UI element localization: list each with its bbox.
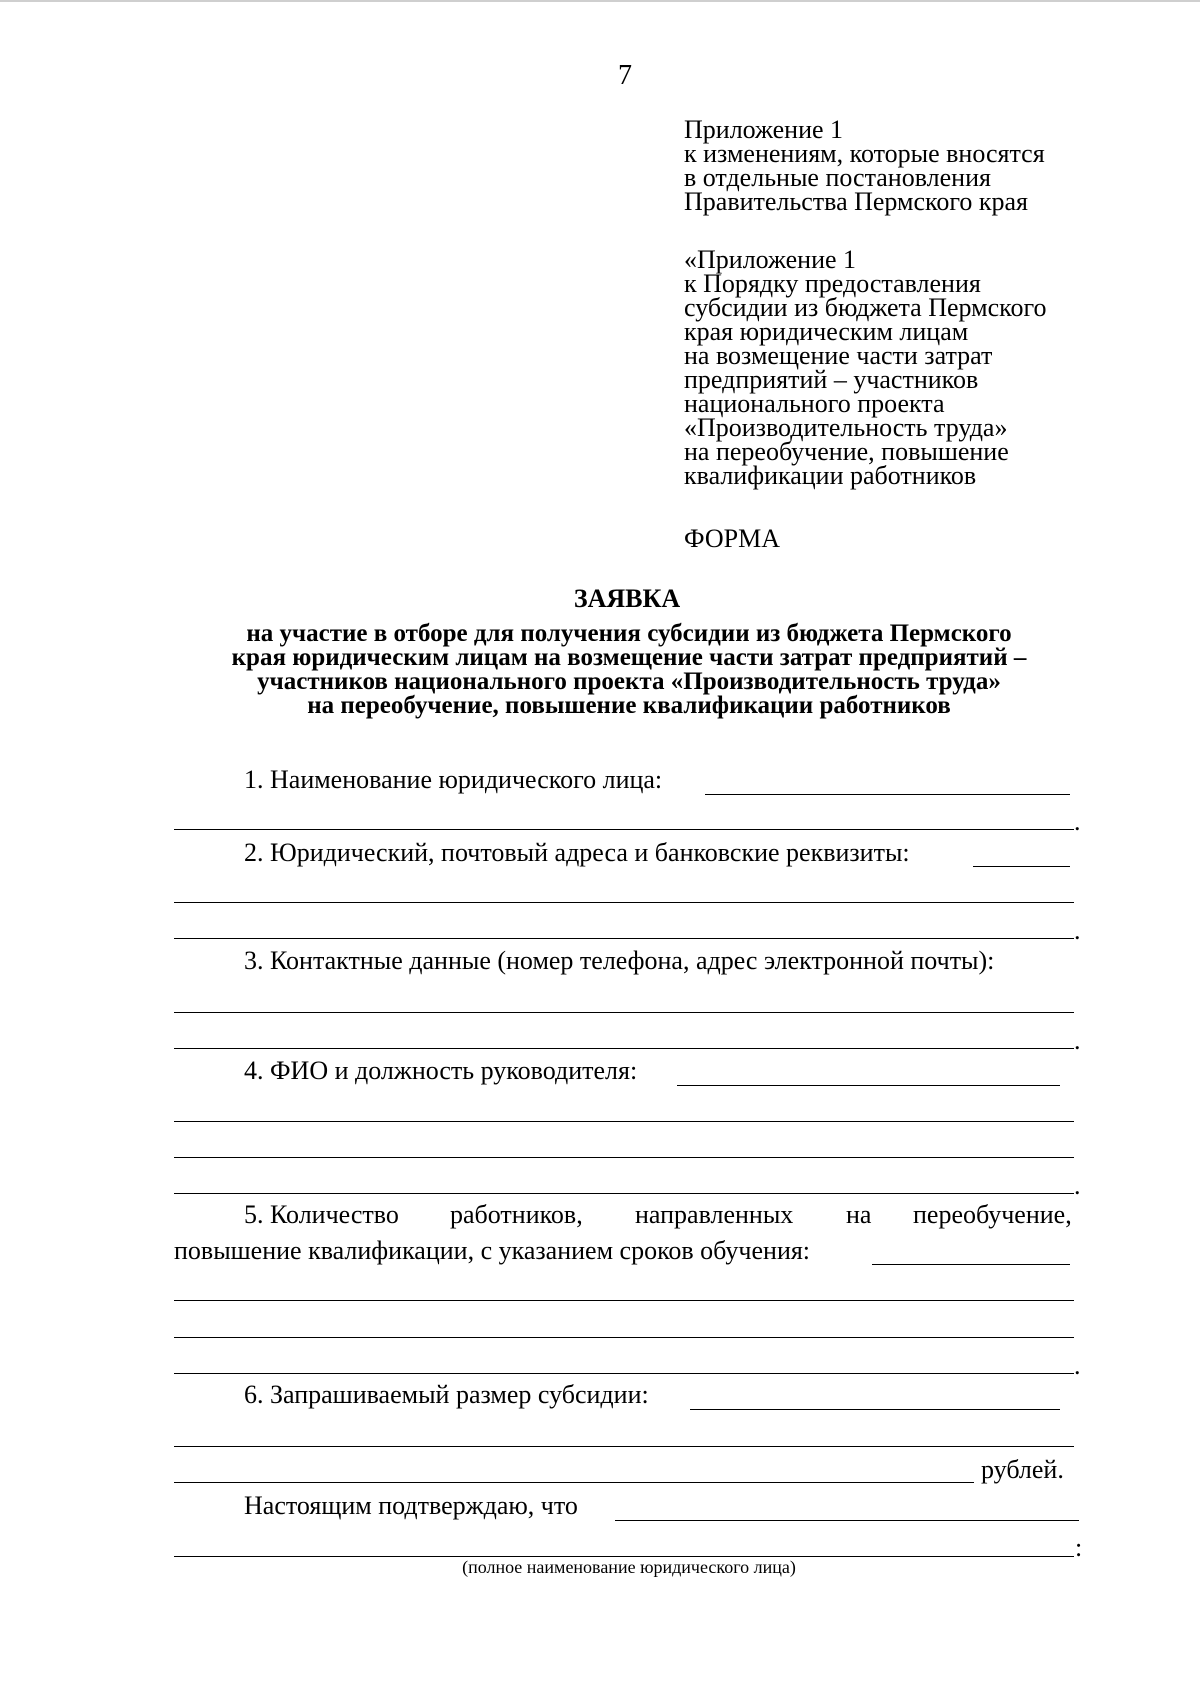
field-4-blank[interactable] [174, 1193, 1074, 1194]
appendix-header-line: в отдельные постановления [684, 163, 991, 192]
confirmation-end-colon: : [1075, 1533, 1083, 1562]
field-5-word: направленных [635, 1200, 794, 1229]
appendix-order [684, 245, 1047, 490]
field-2-blank[interactable] [973, 866, 1070, 867]
field-1-blank[interactable] [174, 829, 1074, 830]
appendix-order-line: на переобучение, повышение [684, 437, 1009, 466]
appendix-order-line: на возмещение части затрат [684, 341, 993, 370]
appendix-order-line: к Порядку предоставления [684, 269, 981, 298]
appendix-order-line: национального проекта [684, 389, 945, 418]
field-5-word: на [846, 1200, 872, 1229]
appendix-order-line: субсидии из бюджета Пермского [684, 293, 1047, 322]
field-6-label: 6. Запрашиваемый размер субсидии: [244, 1380, 649, 1409]
field-5-end-period: . [1074, 1351, 1081, 1380]
field-3-end-period: . [1074, 1026, 1081, 1055]
subsidy-amount-blank[interactable] [174, 1482, 974, 1483]
field-4-end-period: . [1074, 1171, 1081, 1200]
appendix-header-line: Приложение 1 [684, 115, 844, 144]
field-6-blank[interactable] [174, 1446, 1074, 1447]
field-4-blank[interactable] [174, 1157, 1074, 1158]
appendix-order-line: квалификации работников [684, 461, 977, 490]
field-2-label: 2. Юридический, почтовый адреса и банковские реквизиты: [244, 838, 910, 867]
field-3-blank[interactable] [174, 1012, 1074, 1013]
field-5-blank[interactable] [174, 1300, 1074, 1301]
field-2-blank[interactable] [174, 938, 1074, 939]
subtitle-line: на переобучение, повышение квалификации работников [307, 692, 951, 719]
document-title: ЗАЯВКА [573, 584, 681, 613]
field-1-end-period: . [1074, 807, 1081, 836]
subtitle-line: на участие в отборе для получения субсидии из бюджета Пермского [246, 620, 1012, 647]
appendix-order-line: предприятий – участников [684, 365, 979, 394]
field-4-blank[interactable] [174, 1121, 1074, 1122]
field-4-blank[interactable] [677, 1085, 1060, 1086]
field-3-label: 3. Контактные данные (номер телефона, адрес электронной почты): [244, 946, 995, 975]
field-1-label: 1. Наименование юридического лица: [244, 765, 663, 794]
field-5-blank[interactable] [174, 1337, 1074, 1338]
field-5-blank[interactable] [174, 1373, 1074, 1374]
appendix-header-line: к изменениям, которые вносятся [684, 139, 1045, 168]
form-label: ФОРМА [684, 524, 780, 553]
appendix-order-line: «Производительность труда» [684, 413, 1008, 442]
field-6-blank[interactable] [690, 1409, 1060, 1410]
field-5-word: переобучение, [913, 1200, 1072, 1229]
subtitle-line: края юридическим лицам на возмещение части затрат предприятий – [231, 644, 1027, 671]
confirmation-blank[interactable] [615, 1520, 1079, 1521]
currency-label: рублей. [981, 1455, 1064, 1484]
appendix-header [684, 115, 1045, 216]
field-5-word: работников, [450, 1200, 583, 1229]
appendix-order-line: «Приложение 1 [684, 245, 857, 274]
confirmation-label: Настоящим подтверждаю, что [244, 1491, 578, 1520]
page-number: 7 [618, 60, 632, 91]
field-2-end-period: . [1074, 916, 1081, 945]
blank-caption: (полное наименование юридического лица) [462, 1557, 796, 1577]
field-1-blank[interactable] [705, 794, 1070, 795]
field-5-label: повышение квалификации, с указанием сроков обучения: [174, 1236, 811, 1265]
appendix-order-line: края юридическим лицам [684, 317, 969, 346]
scan-edge [0, 0, 1200, 2]
field-5-blank[interactable] [872, 1264, 1070, 1265]
appendix-header-line: Правительства Пермского края [684, 187, 1028, 216]
field-3-blank[interactable] [174, 1048, 1074, 1049]
document-subtitle [170, 622, 1088, 718]
field-5-word: 5. Количество [244, 1200, 399, 1229]
subtitle-line: участников национального проекта «Производительность труда» [257, 668, 1001, 695]
field-4-label: 4. ФИО и должность руководителя: [244, 1056, 638, 1085]
field-2-blank[interactable] [174, 902, 1074, 903]
